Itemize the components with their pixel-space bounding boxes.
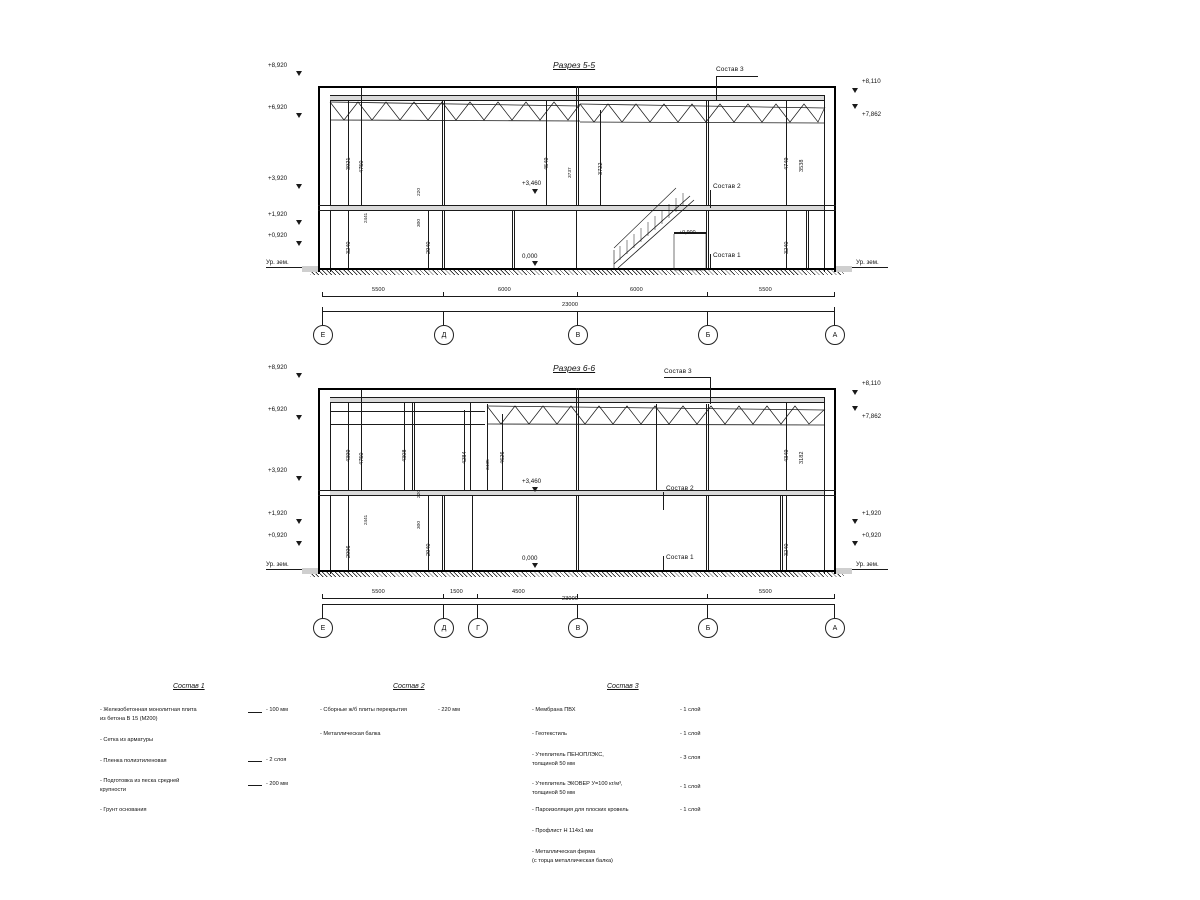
level-mark-r1: +8,110	[862, 78, 881, 85]
partition-2	[806, 210, 807, 268]
legend-1-val-0: - 100 мм	[266, 707, 288, 713]
staircase	[614, 188, 706, 270]
col2-6	[656, 404, 657, 490]
axis-bubble-e: Е	[313, 325, 333, 345]
axis-leader-2	[707, 604, 708, 618]
wall-left-outer	[318, 86, 320, 272]
ground-level-line-right-2	[852, 569, 888, 570]
dim-chain-1	[322, 296, 834, 297]
level-arrow-2	[296, 113, 302, 118]
level2-arrow-1	[296, 373, 302, 378]
level2-mark-2: +6,920	[268, 406, 288, 413]
total-span-1: 23000	[562, 302, 579, 308]
span-1: 5500	[372, 287, 385, 293]
callout3-leader-v-2	[710, 377, 711, 404]
vdim-3240-b: 3240	[784, 241, 790, 254]
column-d-upper-2	[444, 100, 445, 206]
floor-slab-level2-bottom	[318, 210, 836, 211]
vdim-4750: 4750	[359, 160, 365, 173]
roof-slab-top-2	[330, 397, 824, 398]
col2-7d	[708, 495, 709, 570]
column-b-lower-2	[708, 210, 709, 268]
inner-level2-3460: +3,460	[522, 478, 542, 485]
legend-3-item-4: - Пароизоляция для плоских кровель	[532, 807, 629, 813]
ground-left-block-2	[302, 568, 318, 574]
legend-2-val-0: - 220 мм	[438, 707, 460, 713]
col2-7c	[706, 495, 707, 570]
legend-1-leader-3	[248, 785, 262, 786]
vdim-line-2	[361, 88, 362, 206]
axis2-bubble-v: В	[568, 618, 588, 638]
vdim2-4349: 4349	[784, 449, 790, 462]
ground-right-block-2	[836, 568, 852, 574]
axis-bubble-b: Б	[698, 325, 718, 345]
callout3-leader-h	[716, 76, 758, 77]
vdim-line-3	[348, 210, 349, 268]
axis-leader-2	[477, 604, 478, 618]
dim-tick	[834, 292, 835, 297]
dim-tick	[707, 594, 708, 599]
column-d-upper	[442, 100, 443, 206]
dim-chain-total-1	[322, 311, 834, 312]
vdim2-2940: 2940	[426, 543, 432, 556]
dim-tick	[443, 594, 444, 599]
span-4: 5500	[759, 287, 772, 293]
legend-2-title: Состав 2	[393, 683, 425, 690]
legend-3-item-1: - Геотекстиль	[532, 731, 567, 737]
legend-3-val-1: - 1 слой	[680, 731, 701, 737]
partition-1	[512, 210, 513, 268]
vdim2-line-4	[464, 410, 465, 490]
vdim2-line-8	[786, 402, 787, 490]
floor-slab-level2-top	[318, 205, 836, 206]
level-arrow-5	[296, 241, 302, 246]
vdim-3240: 3240	[346, 241, 352, 254]
col2-8	[780, 495, 781, 570]
vdim2-2441: 2441	[363, 514, 368, 525]
level-mark-r2: +7,862	[862, 111, 882, 118]
span-3: 6000	[630, 287, 643, 293]
inner-level2-arrow-1	[532, 487, 538, 492]
level-mark-r3: Ур. зем.	[856, 259, 879, 266]
legend-1-item-0: - Железобетонная монолитная плита	[100, 707, 197, 713]
column-b-upper-2	[708, 100, 709, 206]
vdim-line-5	[546, 100, 547, 205]
inner-level-0000: 0,000	[522, 253, 538, 260]
dim-tick	[477, 594, 478, 599]
legend-1-val-3: - 200 мм	[266, 781, 288, 787]
level2-mark-r4: +0,920	[862, 532, 882, 539]
callout2-leader	[710, 190, 711, 208]
level-arrow-4	[296, 220, 302, 225]
col2-2b	[444, 495, 445, 570]
legend-3-val-4: - 1 слой	[680, 807, 701, 813]
floor-slab-2-top	[318, 490, 836, 491]
col2-5b	[578, 388, 579, 490]
partition-2b	[808, 210, 809, 268]
legend-3-item-6b: (с торца металлическая балка)	[532, 858, 613, 864]
axis2-bubble-a: А	[825, 618, 845, 638]
vdim2-4750: 4750	[359, 452, 365, 465]
axis-bubble-v: В	[568, 325, 588, 345]
callout3-leader-v	[716, 76, 717, 100]
axis2-bubble-d: Д	[434, 618, 454, 638]
vdim2-4626: 4626	[500, 451, 506, 464]
vdim-3921: 3921	[346, 157, 352, 170]
level2-mark-6: Ур. зем.	[266, 561, 289, 568]
level2-mark-1: +8,920	[268, 364, 288, 371]
level2-mark-3: +3,920	[268, 467, 288, 474]
vdim2-4284: 4284	[462, 451, 468, 464]
vdim2-3435: 3435	[486, 459, 491, 470]
level2-mark-r5: Ур. зем.	[856, 561, 879, 568]
wall-right-outer-2	[834, 388, 836, 574]
level-arrow-3	[296, 184, 302, 189]
total-span-2: 23000	[562, 596, 579, 602]
vdim-3722: 3722	[598, 162, 604, 175]
legend-3-val-0: - 1 слой	[680, 707, 701, 713]
span2-3: 4500	[512, 589, 525, 595]
vdim-line-6	[600, 110, 601, 206]
dim-tick	[322, 292, 323, 297]
legend-1-title: Состав 1	[173, 683, 205, 690]
vdim2-4308: 4308	[402, 449, 408, 462]
column-v-upper-2	[578, 86, 579, 206]
vdim-4549: 4549	[544, 157, 550, 170]
level-arrow-1	[296, 71, 302, 76]
vdim2-4399: 4399	[346, 449, 352, 462]
column-b-upper	[706, 100, 707, 206]
col2-8b	[782, 495, 783, 570]
vdim2-300: 300	[417, 520, 422, 529]
axis-leader	[443, 311, 444, 325]
legend-1-leader-2	[248, 761, 262, 762]
level2-mark-5: +0,920	[268, 532, 288, 539]
partition-1b	[514, 210, 515, 268]
vdim-3538: 3538	[799, 159, 805, 172]
axis2-bubble-e: Е	[313, 618, 333, 638]
section-title-1: Разрез 5-5	[553, 60, 596, 70]
callout-sostav-2: Состав 2	[713, 183, 741, 190]
legend-1-item-3: - Подготовка из песка средней	[100, 778, 180, 784]
vdim2-line-7	[428, 495, 429, 570]
col2-5	[576, 388, 577, 490]
inner-level-0900: +0,900	[679, 230, 696, 236]
ground-hatch	[310, 270, 844, 275]
span-2: 6000	[498, 287, 511, 293]
level-mark-3: +3,920	[268, 175, 288, 182]
col2-4	[487, 404, 488, 490]
roof-truss-left	[330, 100, 580, 122]
axis-bubble-a: А	[825, 325, 845, 345]
axis-leader-2	[577, 604, 578, 618]
vdim-220: 220	[417, 187, 422, 196]
legend-1-item-1: - Сетка из арматуры	[100, 737, 153, 743]
vdim-line-8	[786, 210, 787, 268]
col2-7	[706, 404, 707, 490]
column-d-lower	[442, 210, 443, 268]
level-mark-5: +0,920	[268, 232, 288, 239]
level2-mark-r1: +8,110	[862, 380, 881, 387]
level-mark-1: +8,920	[268, 62, 288, 69]
level-arrow-r1	[852, 88, 858, 93]
vdim2-line-1	[348, 402, 349, 490]
legend-3-item-3: - Утеплитель ЭКОВЕР У=100 кг/м³,	[532, 781, 623, 787]
level2-mark-r3: +1,920	[862, 510, 882, 517]
vdim2-2996: 2996	[346, 545, 352, 558]
inner-level-3460: +3,460	[522, 180, 542, 187]
dim-tick	[443, 292, 444, 297]
wall-right-outer	[834, 86, 836, 272]
legend-3-title: Состав 3	[607, 683, 639, 690]
legend-1-val-2: - 2 слоя	[266, 757, 287, 763]
vdim2-3182: 3182	[799, 451, 805, 464]
level-arrow-r2	[852, 104, 858, 109]
level-mark-4: +1,920	[268, 211, 288, 218]
column-v-lower	[576, 210, 577, 268]
ground-level-line-left-2	[266, 569, 302, 570]
vdim-line-4	[428, 210, 429, 268]
level2-arrow-3	[296, 476, 302, 481]
vdim-2441: 2441	[363, 212, 368, 223]
ground-left-block	[302, 266, 318, 272]
level2-arrow-2	[296, 415, 302, 420]
vdim-line-7	[786, 100, 787, 205]
vdim-4749: 4749	[784, 157, 790, 170]
axis-leader	[834, 311, 835, 325]
callout3-leader-h-2	[664, 377, 710, 378]
roof-top-line-2	[318, 388, 836, 390]
span2-2: 1500	[450, 589, 463, 595]
legend-3-item-0: - Мембрана ПВХ	[532, 707, 576, 713]
vdim-line-1	[348, 100, 349, 205]
legend-2-item-1: - Металлическая балка	[320, 731, 381, 737]
vdim2-line-6	[348, 495, 349, 570]
wall-left-outer-2	[318, 388, 320, 574]
legend-3-item-5: - Профлист Н 114х1 мм	[532, 828, 594, 834]
level2-arrow-r2	[852, 406, 858, 411]
level-mark-2: +6,920	[268, 104, 288, 111]
callout-sostav-1-2: Состав 1	[666, 554, 694, 561]
dim-tick	[322, 594, 323, 599]
inner-level-arrow-2	[532, 261, 538, 266]
vdim2-line-9	[786, 495, 787, 570]
level-mark-6: Ур. зем.	[266, 259, 289, 266]
roof-top-line	[318, 86, 836, 88]
col2-1	[412, 402, 413, 490]
legend-3-val-3: - 1 слой	[680, 784, 701, 790]
axis-leader	[707, 311, 708, 325]
ceiling-line-left-2	[330, 411, 485, 412]
span2-4: 5500	[759, 589, 772, 595]
legend-3-item-2b: толщиной 50 мм	[532, 761, 575, 767]
inner-level2-0000: 0,000	[522, 555, 538, 562]
vdim2-3240: 3240	[784, 543, 790, 556]
roof-slab-top	[330, 95, 824, 96]
axis-leader-2	[834, 604, 835, 618]
legend-3-item-3b: толщиной 50 мм	[532, 790, 575, 796]
legend-1-item-3b: крупности	[100, 787, 127, 793]
callout-sostav-1: Состав 1	[713, 252, 741, 259]
ground-level-line-right	[852, 267, 888, 268]
col2-7b	[708, 404, 709, 490]
axis2-bubble-b: Б	[698, 618, 718, 638]
level2-mark-4: +1,920	[268, 510, 288, 517]
level2-arrow-5	[296, 541, 302, 546]
legend-1-item-4: - Грунт основания	[100, 807, 147, 813]
axis-leader-2	[443, 604, 444, 618]
vdim2-line-2	[361, 390, 362, 490]
ceiling-line-left-2b	[330, 424, 485, 425]
level2-arrow-r4	[852, 541, 858, 546]
col2-5d	[578, 495, 579, 570]
level2-arrow-r1	[852, 390, 858, 395]
inner-level-arrow-1	[532, 189, 538, 194]
ground-level-line-left	[266, 267, 302, 268]
inner-level2-arrow-2	[532, 563, 538, 568]
col2-2	[442, 495, 443, 570]
section-title-2: Разрез 6-6	[553, 363, 596, 373]
span2-1: 5500	[372, 589, 385, 595]
vdim-300: 300	[417, 218, 422, 227]
legend-1-item-0b: из бетона В 15 (М200)	[100, 716, 158, 722]
vdim2-220: 220	[417, 489, 422, 498]
dim-tick	[577, 292, 578, 297]
dim-tick	[834, 594, 835, 599]
callout1-leader	[710, 254, 711, 268]
vdim-3737: 3737	[568, 167, 573, 178]
column-d-lower-2	[444, 210, 445, 268]
vdim-2940: 2940	[426, 241, 432, 254]
col2-3	[470, 402, 471, 490]
dim-chain-total-2	[322, 604, 834, 605]
callout-sostav-3: Состав 3	[716, 66, 744, 73]
axis-bubble-d: Д	[434, 325, 454, 345]
axis2-bubble-g: Г	[468, 618, 488, 638]
legend-3-item-2: - Утеплитель ПЕНОПЛЭКС,	[532, 752, 604, 758]
callout2-leader-2	[663, 492, 664, 510]
level2-arrow-r3	[852, 519, 858, 524]
legend-2-item-0: - Сборные ж/б плиты перекрытия	[320, 707, 407, 713]
dim-tick	[707, 292, 708, 297]
ground-right-block	[836, 266, 852, 272]
axis-leader	[577, 311, 578, 325]
level2-arrow-4	[296, 519, 302, 524]
level2-mark-r2: +7,862	[862, 413, 882, 420]
legend-1-leader-0	[248, 712, 262, 713]
col2-1b	[414, 402, 415, 490]
col2-3b	[472, 495, 473, 570]
callout1-leader-2	[663, 556, 664, 570]
col2-5c	[576, 495, 577, 570]
roof-truss-right	[580, 102, 825, 124]
legend-3-val-2: - 3 слоя	[680, 755, 701, 761]
column-v-upper	[576, 86, 577, 206]
vdim2-line-3	[404, 402, 405, 490]
axis-leader-2	[322, 604, 323, 618]
callout-sostav-2-2: Состав 2	[666, 485, 694, 492]
ground-hatch-2	[310, 572, 844, 577]
legend-1-item-2: - Пленка полиэтиленовая	[100, 758, 167, 764]
floor-slab-2-bottom	[318, 495, 836, 496]
callout-sostav-3-2: Состав 3	[664, 368, 692, 375]
axis-leader	[322, 311, 323, 325]
legend-3-item-6: - Металлическая ферма	[532, 849, 596, 855]
